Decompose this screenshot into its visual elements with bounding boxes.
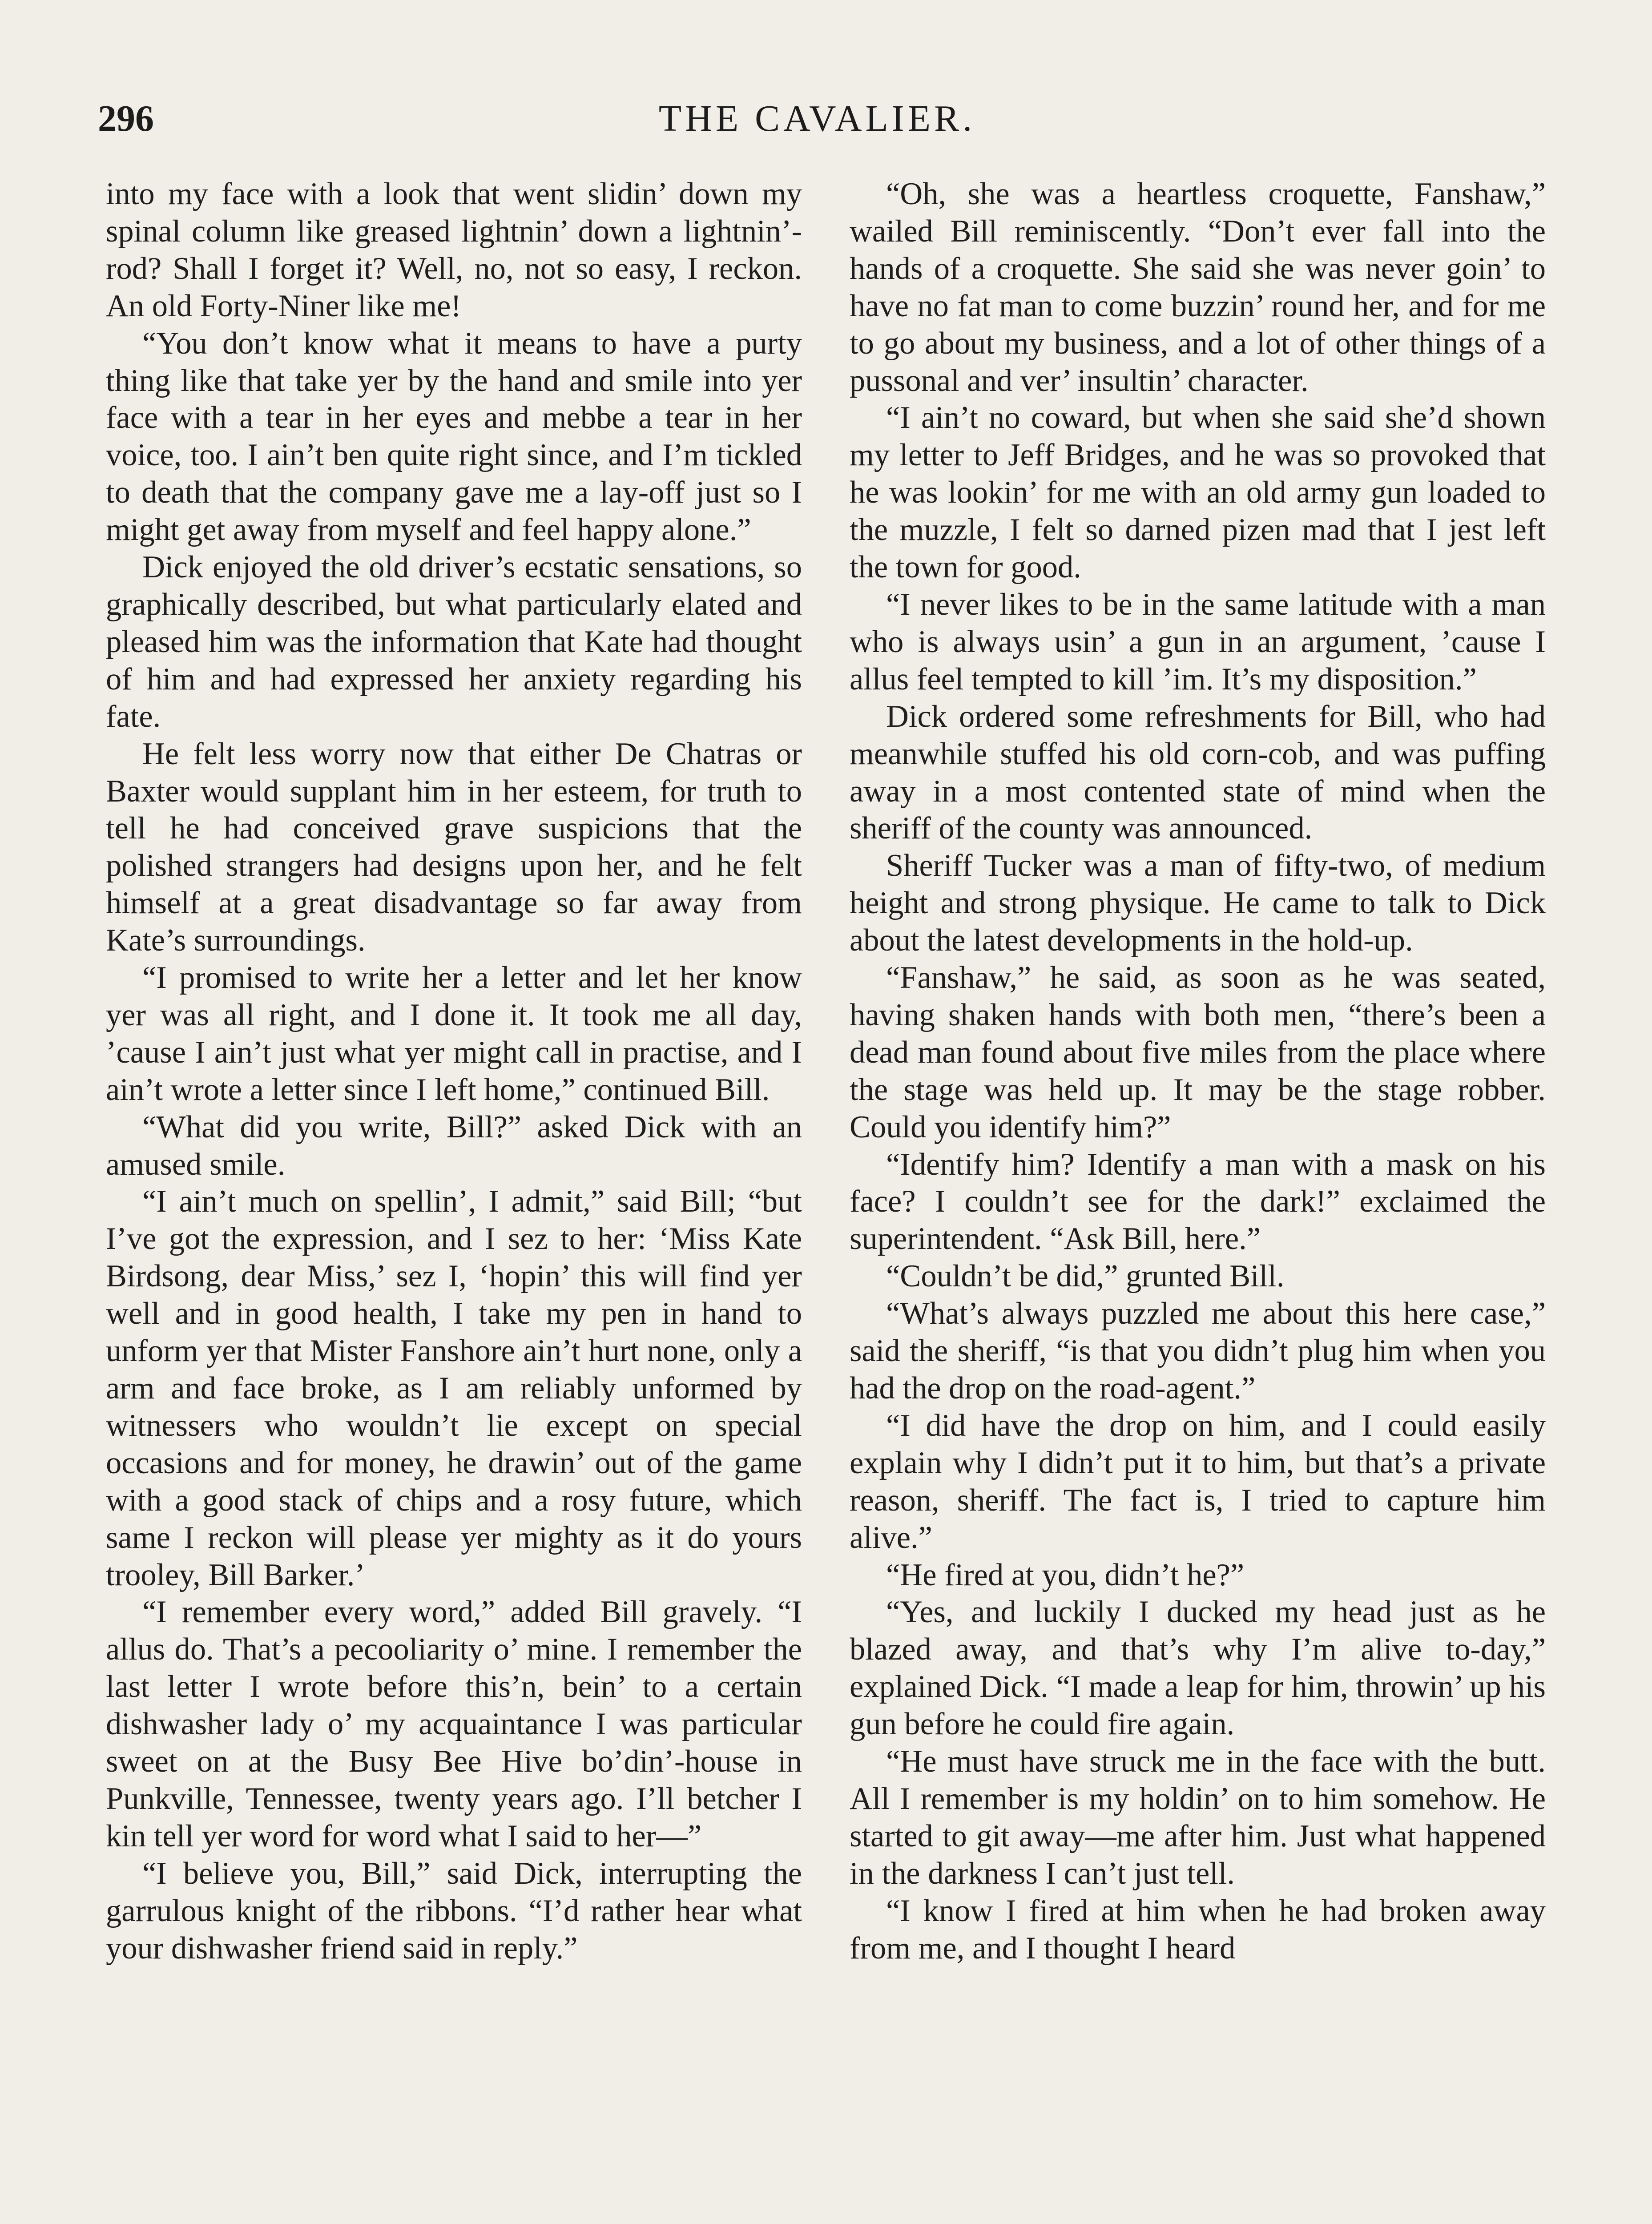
running-head: THE CAVALIER. [658, 98, 976, 139]
left-column [106, 176, 802, 1967]
paragraph: “I know I fired at him when he had broken away from me, and I thought I heard [850, 1893, 1546, 1966]
paragraph: “Identify him? Identify a man with a mask on his face? I couldn’t see for the dark!” exclaimed the superintendent. “Ask Bill, here.” [850, 1147, 1546, 1257]
page-header [98, 97, 1536, 150]
paragraph: “I did have the drop on him, and I could easily explain why I didn’t put it to him, but that’s a private reason, sheriff. The fact is, I tried to capture him alive.” [850, 1408, 1546, 1555]
paragraph: “What’s always puzzled me about this here case,” said the sheriff, “is that you didn’t plug him when you had the drop on the road-agent.” [850, 1296, 1546, 1406]
page-number: 296 [98, 98, 154, 139]
paragraph: Dick ordered some refreshments for Bill, who had meanwhile stuffed his old corn-cob, and was puffing away in a most contented state of mind when the sheriff of the county was announced. [850, 699, 1546, 846]
paragraph: “What did you write, Bill?” asked Dick with an amused smile. [106, 1109, 802, 1182]
paragraph: “I promised to write her a letter and let her know yer was all right, and I done it. It took me all day, ’cause I ain’t just what yer might call in practise, and I ain’t wrote a letter since I left home,” continued Bill. [106, 960, 802, 1107]
right-column [850, 176, 1546, 1967]
paragraph: “Fanshaw,” he said, as soon as he was seated, having shaken hands with both men, “there’s been a dead man found about five miles from the place where the stage was held up. It may be the stage robber. Could you identify him?” [850, 960, 1546, 1144]
paragraph: “Yes, and luckily I ducked my head just as he blazed away, and that’s why I’m alive to-day,” explained Dick. “I made a leap for him, throwin’ up his gun before he could fire again. [850, 1595, 1546, 1742]
paragraph: He felt less worry now that either De Chatras or Baxter would supplant him in her esteem, for truth to tell he had conceived grave suspicions that the polished strangers had designs upon her, and he felt himself at a great disadvantage so far away from Kate’s surroundings. [106, 736, 802, 958]
paragraph: “I remember every word,” added Bill gravely. “I allus do. That’s a pecooliarity o’ mine. I remember the last letter I wrote before this’n, bein’ to a certain dishwasher lady o’ my acquaintance I was particular sweet on at the Busy Bee Hive bo’din’-house in Punkville, Tennessee, twenty years ago. I’ll betcher I kin tell yer word for word what I said to her—” [106, 1595, 802, 1853]
paragraph: “You don’t know what it means to have a purty thing like that take yer by the hand and smile into yer face with a tear in her eyes and mebbe a tear in her voice, too. I ain’t ben quite right since, and I’m tickled to death that the company gave me a lay-off just so I might get away from myself and feel happy alone.” [106, 326, 802, 548]
paragraph: “I ain’t much on spellin’, I admit,” said Bill; “but I’ve got the expression, and I sez to her: ‘Miss Kate Birdsong, dear Miss,’ sez I, ‘hopin’ this will find yer well and in good health, I take my pen in hand to unform yer that Mister Fanshore ain’t hurt none, only a arm and face broke, as I am reliably unformed by witnessers who wouldn’t lie except on special occasions and for money, he drawin’ out of the game with a good stack of chips and a rosy future, which same I reckon will please yer mighty as it do yours trooley, Bill Barker.’ [106, 1184, 802, 1592]
paragraph: “I ain’t no coward, but when she said she’d shown my letter to Jeff Bridges, and he was so provoked that he was lookin’ for me with an old army gun loaded to the muzzle, I felt so darned pizen mad that I jest left the town for good. [850, 400, 1546, 585]
paragraph: into my face with a look that went slidin’ down my spinal column like greased lightnin’ down a lightnin’-rod? Shall I forget it? Well, no, not so easy, I reckon. An old Forty-Niner like me! [106, 177, 802, 323]
paragraph: “I never likes to be in the same latitude with a man who is always usin’ a gun in an argument, ’cause I allus feel tempted to kill ’im. It’s my disposition.” [850, 587, 1546, 697]
paragraph: “Oh, she was a heartless croquette, Fanshaw,” wailed Bill reminiscently. “Don’t ever fall into the hands of a croquette. She said she was never goin’ to have no fat man to come buzzin’ round her, and for me to go about my business, and a lot of other things of a pussonal and ver’ insultin’ character. [850, 177, 1546, 398]
paragraph: “He must have struck me in the face with the butt. All I remember is my holdin’ on to him somehow. He started to git away—me after him. Just what happened in the darkness I can’t just tell. [850, 1744, 1546, 1891]
paragraph: “He fired at you, didn’t he?” [886, 1557, 1245, 1592]
paragraph: “I believe you, Bill,” said Dick, interrupting the garrulous knight of the ribbons. “I’d rather hear what your dishwasher friend said in reply.” [106, 1856, 802, 1966]
paragraph: Sheriff Tucker was a man of fifty-two, of medium height and strong physique. He came to talk to Dick about the latest developments in the hold-up. [850, 848, 1546, 958]
paragraph: “Couldn’t be did,” grunted Bill. [886, 1259, 1285, 1294]
paragraph: Dick enjoyed the old driver’s ecstatic sensations, so graphically described, but what particularly elated and pleased him was the information that Kate had thought of him and had expressed her anxiety regarding his fate. [106, 550, 802, 734]
